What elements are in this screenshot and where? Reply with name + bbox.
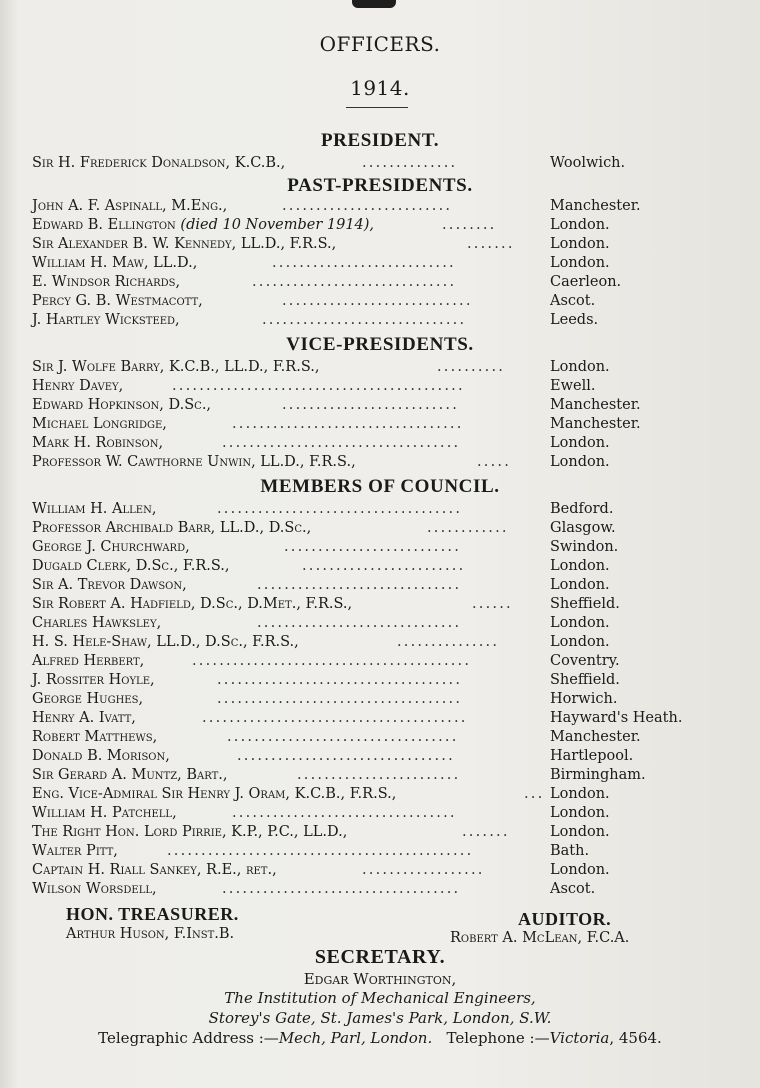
- leader-dots: ...................................: [222, 435, 461, 451]
- council-member-place: London.: [550, 577, 610, 593]
- officer-place: London.: [550, 255, 610, 271]
- council-member-place: Ascot.: [550, 881, 596, 897]
- council-member-name: J. Rossiter Hoyle,: [32, 672, 155, 688]
- council-member-name: Dugald Clerk, D.Sc., F.R.S.,: [32, 558, 230, 574]
- officer-row: [32, 291, 712, 311]
- council-member-name: Charles Hawksley,: [32, 615, 162, 631]
- officer-place: London.: [550, 435, 610, 451]
- institution-address: Storey's Gate, St. James's Park, London, S.W.: [208, 1009, 552, 1027]
- officer-name: J. Hartley Wicksteed,: [32, 312, 180, 328]
- council-member-name: H. S. Hele-Shaw, LL.D., D.Sc., F.R.S.,: [32, 634, 299, 650]
- leader-dots: ..............: [362, 155, 458, 171]
- officer-place: London.: [550, 236, 610, 252]
- officer-name: William H. Maw, LL.D.,: [32, 255, 198, 271]
- council-member-name: Wilson Worsdell,: [32, 881, 157, 897]
- council-member-name: Sir A. Trevor Dawson,: [32, 577, 187, 593]
- officer-place: Manchester.: [550, 397, 641, 413]
- leader-dots: ....................................: [217, 672, 463, 688]
- council-row: [32, 746, 712, 766]
- council-row: [32, 632, 712, 652]
- council-member-place: Hartlepool.: [550, 748, 634, 764]
- officer-row: [32, 452, 712, 472]
- officer-name: Sir J. Wolfe Barry, K.C.B., LL.D., F.R.S.,: [32, 359, 320, 375]
- council-member-name: William H. Patchell,: [32, 805, 177, 821]
- leader-dots: ..................: [362, 862, 485, 878]
- council-member-name: Henry A. Ivatt,: [32, 710, 136, 726]
- officer-row: [32, 433, 712, 453]
- leader-dots: ..............................: [262, 312, 467, 328]
- council-member-name: Captain H. Riall Sankey, R.E., ret.,: [32, 862, 277, 878]
- officer-name: Henry Davey,: [32, 378, 124, 394]
- council-row: [32, 879, 712, 899]
- contact-line: [0, 1029, 760, 1047]
- council-member-place: London.: [550, 862, 610, 878]
- officer-name: Michael Longridge,: [32, 416, 167, 432]
- president-heading: PRESIDENT.: [320, 130, 440, 151]
- council-member-place: Sheffield.: [550, 596, 620, 612]
- officer-note: (died 10 November 1914),: [180, 217, 375, 233]
- council-member-place: London.: [550, 558, 610, 574]
- council-member-name: George J. Churchward,: [32, 539, 190, 555]
- council-member-place: London.: [550, 805, 610, 821]
- council-row: [32, 784, 712, 804]
- council-member-place: Sheffield.: [550, 672, 620, 688]
- council-member-name: Walter Pitt,: [32, 843, 118, 859]
- telephone-number: , 4564.: [609, 1029, 662, 1047]
- council-row: [32, 822, 712, 842]
- officer-name: John A. F. Aspinall, M.Eng.,: [32, 198, 228, 214]
- council-row: [32, 518, 712, 538]
- telegraphic-label: Telegraphic Address :—: [98, 1029, 279, 1047]
- auditor-heading: AUDITOR.: [518, 909, 612, 929]
- officer-place: Leeds.: [550, 312, 599, 328]
- year-underline: [346, 107, 408, 108]
- council-member-place: Birmingham.: [550, 767, 646, 783]
- leader-dots: ...........................: [272, 255, 456, 271]
- council-member-name: Sir Robert A. Hadfield, D.Sc., D.Met., F.R.S.,: [32, 596, 353, 612]
- officer-place: Ascot.: [550, 293, 596, 309]
- officer-row: [32, 253, 712, 273]
- council-row: [32, 499, 712, 519]
- council-member-name: Eng. Vice-Admiral Sir Henry J. Oram, K.C.B., F.R.S.,: [32, 786, 397, 802]
- council-row: [32, 556, 712, 576]
- council-member-place: London.: [550, 634, 610, 650]
- officer-row: [32, 414, 712, 434]
- leader-dots: ..........................: [284, 539, 462, 555]
- leader-dots: .........................: [282, 198, 453, 214]
- page-title: OFFICERS.: [319, 32, 441, 56]
- leader-dots: .....: [477, 454, 512, 470]
- officer-place: Woolwich.: [550, 155, 626, 171]
- council-member-name: Professor Archibald Barr, LL.D., D.Sc.,: [32, 520, 312, 536]
- leader-dots: ..................................: [227, 729, 459, 745]
- leader-dots: ........................: [297, 767, 461, 783]
- page-top-ornament: [352, 0, 396, 8]
- telephone-exchange: Victoria: [549, 1029, 610, 1047]
- year-label: 1914.: [350, 76, 410, 100]
- council-row: [32, 613, 712, 633]
- council-member-name: The Right Hon. Lord Pirrie, K.P., P.C., LL.D.,: [32, 824, 348, 840]
- officer-place: London.: [550, 217, 610, 233]
- council-member-place: Glasgow.: [550, 520, 616, 536]
- council-member-place: Horwich.: [550, 691, 618, 707]
- council-member-place: Bedford.: [550, 501, 614, 517]
- council-member-name: Alfred Herbert,: [32, 653, 145, 669]
- officer-row: [32, 357, 712, 377]
- leader-dots: ..........: [437, 359, 506, 375]
- council-row: [32, 537, 712, 557]
- leader-dots: ........: [442, 217, 497, 233]
- telegraphic-value: Mech, Parl, London.: [278, 1029, 433, 1047]
- leader-dots: ..............................: [257, 615, 462, 631]
- leader-dots: .......................................: [202, 710, 468, 726]
- council-row: [32, 670, 712, 690]
- council-row: [32, 765, 712, 785]
- officer-place: Caerleon.: [550, 274, 622, 290]
- leader-dots: ...........................................: [172, 378, 465, 394]
- officer-row: [32, 310, 712, 330]
- leader-dots: ....................................: [217, 501, 463, 517]
- council-row: [32, 727, 712, 747]
- officer-name: Percy G. B. Westmacott,: [32, 293, 203, 309]
- officer-row: [32, 376, 712, 396]
- officer-row: [32, 215, 712, 235]
- officer-name: Edward Hopkinson, D.Sc.,: [32, 397, 212, 413]
- council-member-name: William H. Allen,: [32, 501, 157, 517]
- leader-dots: ....................................: [217, 691, 463, 707]
- council-row: [32, 651, 712, 671]
- leader-dots: .................................: [232, 805, 457, 821]
- leader-dots: ............................: [282, 293, 473, 309]
- leader-dots: .......: [462, 824, 510, 840]
- leader-dots: ..........................: [282, 397, 460, 413]
- council-row: [32, 803, 712, 823]
- leader-dots: ...: [524, 786, 545, 802]
- officer-name: Sir Alexander B. W. Kennedy, LL.D., F.R.S.,: [32, 236, 337, 252]
- leader-dots: .......: [467, 236, 515, 252]
- vice-presidents-heading: VICE-PRESIDENTS.: [286, 334, 474, 355]
- officer-place: London.: [550, 359, 610, 375]
- leader-dots: ............: [427, 520, 509, 536]
- telephone-label: Telephone :—: [446, 1029, 550, 1047]
- officer-place: Manchester.: [550, 198, 641, 214]
- officer-name: Sir H. Frederick Donaldson, K.C.B.,: [32, 155, 286, 171]
- council-member-place: London.: [550, 615, 610, 631]
- council-member-name: Donald B. Morison,: [32, 748, 170, 764]
- council-member-place: London.: [550, 786, 610, 802]
- officer-row: [32, 395, 712, 415]
- leader-dots: ...................................: [222, 881, 461, 897]
- institution-name: The Institution of Mechanical Engineers,: [224, 989, 536, 1007]
- leader-dots: .............................................: [167, 843, 474, 859]
- leader-dots: ..................................: [232, 416, 464, 432]
- council-member-place: Bath.: [550, 843, 590, 859]
- officer-name: Edward B. Ellington (died 10 November 1914),: [32, 217, 375, 233]
- officer-row: [32, 234, 712, 254]
- officer-name: Professor W. Cawthorne Unwin, LL.D., F.R.S.,: [32, 454, 356, 470]
- officer-name: Mark H. Robinson,: [32, 435, 164, 451]
- council-member-place: Swindon.: [550, 539, 619, 555]
- council-member-place: Hayward's Heath.: [550, 710, 683, 726]
- leader-dots: ..............................: [252, 274, 457, 290]
- officer-row: [32, 153, 712, 173]
- treasurer-name: Arthur Huson, F.Inst.B.: [66, 926, 235, 942]
- council-heading: MEMBERS OF COUNCIL.: [260, 476, 500, 497]
- officer-place: London.: [550, 454, 610, 470]
- council-member-place: London.: [550, 824, 610, 840]
- council-row: [32, 689, 712, 709]
- leader-dots: .........................................: [192, 653, 472, 669]
- council-row: [32, 575, 712, 595]
- council-row: [32, 860, 712, 880]
- council-row: [32, 594, 712, 614]
- council-member-name: George Hughes,: [32, 691, 144, 707]
- leader-dots: ........................: [302, 558, 466, 574]
- council-row: [32, 708, 712, 728]
- council-member-name: Robert Matthews,: [32, 729, 158, 745]
- officer-place: Manchester.: [550, 416, 641, 432]
- treasurer-heading: HON. TREASURER.: [66, 904, 239, 924]
- secretary-heading: SECRETARY.: [314, 946, 446, 968]
- auditor-name: Robert A. McLean, F.C.A.: [450, 930, 630, 946]
- council-member-name: Sir Gerard A. Muntz, Bart.,: [32, 767, 228, 783]
- leader-dots: ................................: [237, 748, 455, 764]
- officer-name: E. Windsor Richards,: [32, 274, 181, 290]
- officer-row: [32, 196, 712, 216]
- officer-place: Ewell.: [550, 378, 596, 394]
- council-member-place: Coventry.: [550, 653, 620, 669]
- past-presidents-heading: PAST-PRESIDENTS.: [287, 175, 473, 196]
- council-member-place: Manchester.: [550, 729, 641, 745]
- leader-dots: ...............: [397, 634, 500, 650]
- secretary-name: Edgar Worthington,: [303, 970, 457, 988]
- leader-dots: ..............................: [257, 577, 462, 593]
- officer-row: [32, 272, 712, 292]
- council-row: [32, 841, 712, 861]
- leader-dots: ......: [472, 596, 513, 612]
